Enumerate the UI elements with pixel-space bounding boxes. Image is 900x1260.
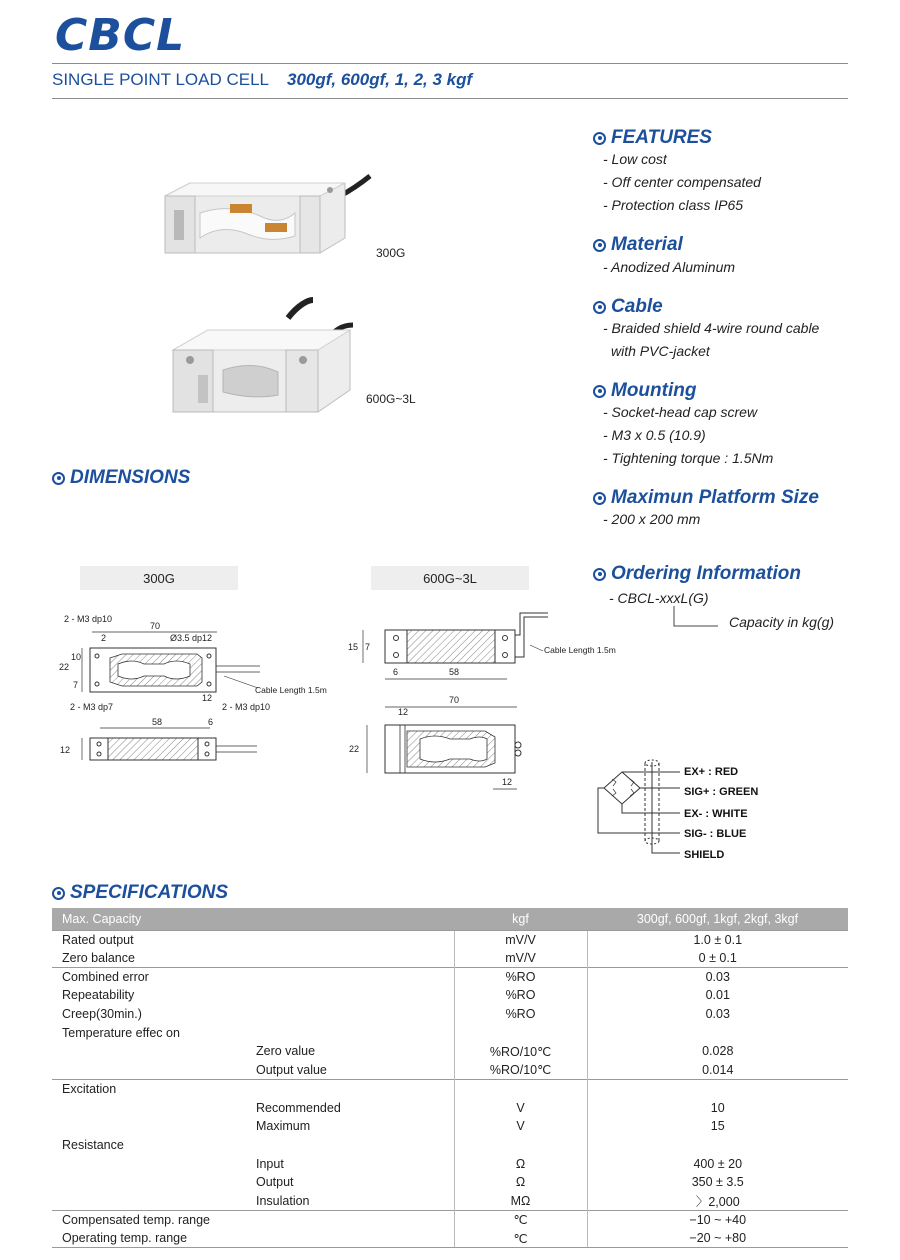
mounting-item: - M3 x 0.5 (10.9) — [603, 427, 706, 443]
specifications-table — [52, 908, 848, 1248]
spec-param: Operating temp. range — [52, 1229, 454, 1248]
spec-value: 0.03 — [587, 1005, 848, 1024]
spec-unit: mV/V — [454, 949, 587, 968]
bullet-icon — [593, 301, 606, 314]
capacity-range: 300gf, 600gf, 1, 2, 3 kgf — [286, 70, 473, 89]
spec-unit — [454, 1136, 587, 1155]
cable-heading: Cable — [593, 296, 663, 318]
spec-value: 1.0 ± 0.1 — [587, 930, 848, 949]
spec-value: 10 — [587, 1098, 848, 1117]
ordering-code: - CBCL-xxxL(G) — [609, 590, 709, 606]
spec-value: 15 — [587, 1117, 848, 1136]
spec-row — [52, 1210, 848, 1229]
spec-param: Zero balance — [62, 950, 135, 965]
spec-row — [52, 1023, 848, 1042]
dim-text: 2 — [101, 633, 107, 643]
wire-ex-plus: EX+ : RED — [684, 766, 739, 778]
spec-param: Combined error — [52, 967, 454, 986]
spec-row — [52, 930, 848, 949]
spec-param: Excitation — [52, 1080, 454, 1099]
dim-label-600g-3l: 600G~3L — [371, 566, 529, 590]
ordering-heading: Ordering Information — [593, 563, 801, 585]
spec-value: 0.014 — [587, 1061, 848, 1080]
features-heading: FEATURES — [593, 127, 712, 149]
brand-logo: CBCL — [55, 10, 186, 61]
wire-shield: SHIELD — [684, 849, 725, 861]
spec-unit: ℃ — [454, 1229, 587, 1248]
product-subtitle — [52, 70, 472, 90]
dim-text: 22 — [349, 744, 360, 754]
photo-label-300g: 300G — [376, 246, 406, 260]
wire-ex-minus: EX- : WHITE — [684, 808, 748, 820]
spec-param: Compensated temp. range — [52, 1210, 454, 1229]
dimension-drawing-300g — [52, 608, 327, 783]
cable-item: with PVC-jacket — [611, 343, 710, 359]
header-rule-top — [52, 63, 848, 64]
wire-sig-plus: SIG+ : GREEN — [684, 786, 759, 798]
spec-param: Insulation — [256, 1193, 310, 1208]
spec-param: Zero value — [256, 1044, 316, 1059]
dim-text: 22 — [59, 662, 70, 672]
spec-param: Rated output — [52, 930, 454, 949]
spec-value: −20 ~ +80 — [587, 1229, 848, 1248]
platform-size-item: - 200 x 200 mm — [603, 511, 701, 527]
spec-value: −10 ~ +40 — [587, 1210, 848, 1229]
product-type: SINGLE POINT LOAD CELL — [52, 70, 269, 89]
dim-text: 12 — [502, 777, 513, 787]
dim-text: Ø3.5 dp12 — [170, 633, 213, 643]
dimension-drawing-600g-3l — [345, 605, 620, 795]
spec-param: Creep(30min.) — [62, 1007, 142, 1022]
spec-unit — [454, 1080, 587, 1099]
spec-row — [52, 1098, 848, 1117]
spec-unit: ℃ — [454, 1210, 587, 1229]
spec-value — [587, 1023, 848, 1042]
spec-row — [52, 1005, 848, 1024]
spec-unit: MΩ — [454, 1192, 587, 1211]
dim-text: 7 — [365, 642, 371, 652]
dim-text: 12 — [398, 707, 409, 717]
spec-unit: %RO — [454, 986, 587, 1005]
dim-text: Cable Length 1.5m — [255, 685, 327, 695]
dim-text: 6 — [393, 667, 399, 677]
cable-item: - Braided shield 4-wire round cable — [603, 320, 820, 336]
bullet-icon — [593, 492, 606, 505]
spec-param: Input — [256, 1156, 284, 1171]
spec-row — [52, 949, 848, 968]
wiring-diagram — [590, 755, 790, 870]
spec-unit: %RO — [454, 1005, 587, 1024]
spec-value — [587, 1136, 848, 1155]
material-item: - Anodized Aluminum — [603, 259, 736, 275]
spec-row — [52, 1117, 848, 1136]
mounting-item: - Tightening torque : 1.5Nm — [603, 450, 774, 466]
bullet-icon — [52, 887, 65, 900]
bullet-icon — [593, 239, 606, 252]
header-rule-bottom — [52, 98, 848, 99]
bullet-icon — [52, 472, 65, 485]
spec-unit: V — [454, 1098, 587, 1117]
spec-value: 0 ± 0.1 — [587, 949, 848, 968]
dim-text: 2 - M3 dp7 — [70, 702, 114, 712]
spec-unit: %RO — [454, 967, 587, 986]
dim-text: 70 — [150, 621, 161, 631]
spec-param: Repeatability — [62, 988, 135, 1003]
spec-value: 〉2,000 — [587, 1192, 848, 1211]
spec-header-cell: kgf — [454, 908, 587, 930]
spec-row — [52, 1136, 848, 1155]
dim-text: Cable Length 1.5m — [544, 645, 616, 655]
ordering-leader-line — [668, 606, 720, 628]
spec-unit: Ω — [454, 1173, 587, 1192]
bullet-icon — [593, 568, 606, 581]
material-heading: Material — [593, 234, 683, 256]
spec-header-cell: Max. Capacity — [52, 908, 454, 930]
dim-text: 2 - M3 dp10 — [64, 614, 113, 624]
bullet-icon — [593, 132, 606, 145]
feature-item: - Off center compensated — [603, 174, 761, 190]
spec-param: Resistance — [62, 1137, 124, 1152]
spec-param: Output — [256, 1175, 294, 1190]
platform-size-heading: Maximun Platform Size — [593, 487, 819, 509]
spec-value: 400 ± 20 — [587, 1154, 848, 1173]
spec-unit: V — [454, 1117, 587, 1136]
dim-text: 70 — [449, 695, 460, 705]
feature-item: - Low cost — [603, 151, 667, 167]
feature-item: - Protection class IP65 — [603, 197, 744, 213]
spec-row — [52, 1042, 848, 1061]
spec-row — [52, 967, 848, 986]
dim-text: 10 — [71, 652, 82, 662]
dim-label-300g: 300G — [80, 566, 238, 590]
spec-unit: Ω — [454, 1154, 587, 1173]
spec-param: Maximum — [256, 1119, 311, 1134]
spec-param: Recommended — [256, 1100, 341, 1115]
load-cell-600g-3l-image — [168, 300, 358, 425]
photo-label-600g-3l: 600G~3L — [366, 392, 416, 406]
spec-row — [52, 1173, 848, 1192]
spec-row — [52, 1080, 848, 1099]
load-cell-300g-image — [160, 168, 370, 278]
mounting-item: - Socket-head cap screw — [603, 404, 758, 420]
spec-unit: %RO/10℃ — [454, 1061, 587, 1080]
spec-row — [52, 1229, 848, 1248]
spec-row — [52, 1061, 848, 1080]
dim-text: 58 — [152, 717, 163, 727]
bullet-icon — [593, 385, 606, 398]
spec-unit — [454, 1023, 587, 1042]
spec-unit: mV/V — [454, 930, 587, 949]
spec-value: 0.01 — [587, 986, 848, 1005]
spec-param: Temperature effec on — [62, 1025, 180, 1040]
specifications-heading: SPECIFICATIONS — [52, 882, 228, 904]
dim-text: 2 - M3 dp10 — [222, 702, 271, 712]
spec-header-row — [52, 908, 848, 930]
dimensions-heading: DIMENSIONS — [52, 467, 190, 489]
dim-text: 12 — [202, 693, 213, 703]
spec-value: 0.028 — [587, 1042, 848, 1061]
spec-row — [52, 1154, 848, 1173]
dim-text: 12 — [60, 745, 71, 755]
spec-value — [587, 1080, 848, 1099]
spec-row — [52, 986, 848, 1005]
spec-unit: %RO/10℃ — [454, 1042, 587, 1061]
dim-text: 7 — [73, 680, 79, 690]
spec-row — [52, 1192, 848, 1211]
spec-value: 350 ± 3.5 — [587, 1173, 848, 1192]
mounting-heading: Mounting — [593, 380, 696, 402]
wire-sig-minus: SIG- : BLUE — [684, 828, 747, 840]
ordering-note: Capacity in kg(g) — [729, 614, 835, 630]
dim-text: 15 — [348, 642, 359, 652]
spec-param: Output value — [256, 1062, 327, 1077]
dim-text: 6 — [208, 717, 214, 727]
spec-header-cell: 300gf, 600gf, 1kgf, 2kgf, 3kgf — [587, 908, 848, 930]
dim-text: 58 — [449, 667, 460, 677]
spec-value: 0.03 — [587, 967, 848, 986]
